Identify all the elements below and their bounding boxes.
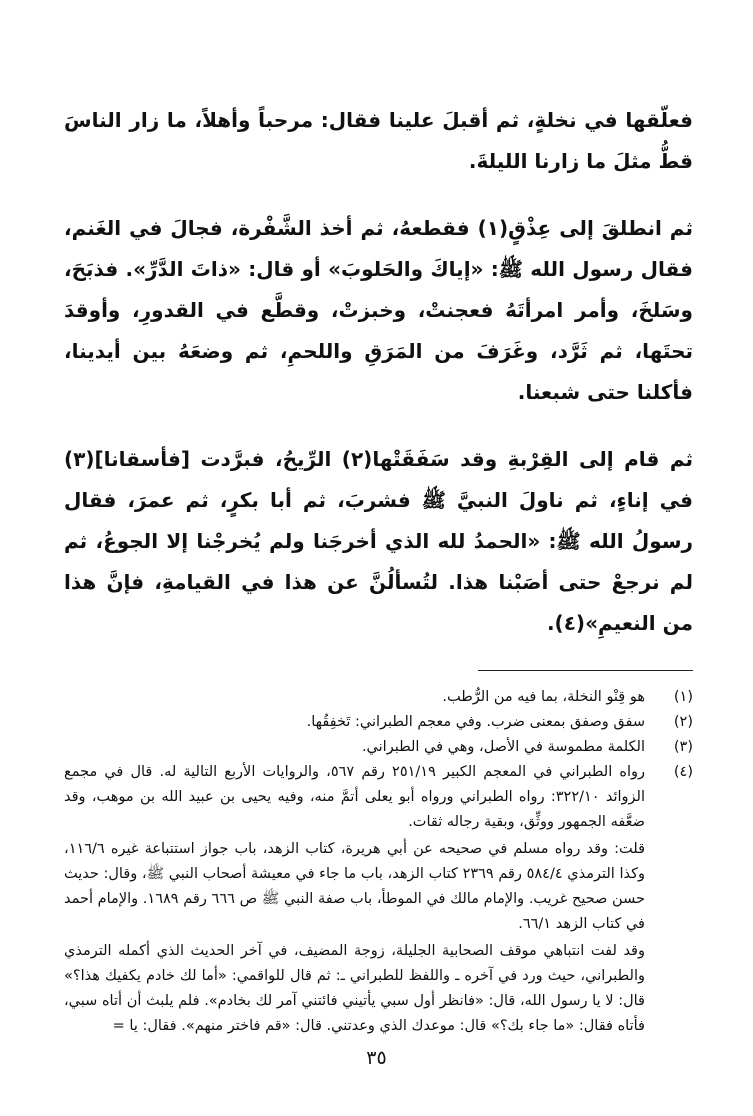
footnote-number: (٣) [673,739,693,755]
footnote-number: (١) [673,689,693,705]
footnote-text: هو قِنْو النخلة، بما فيه من الرُّطب. [442,689,645,705]
footnote-2 [64,710,693,735]
footnote-text: وقد لفت انتباهي موقف الصحابية الجليلة، زوجة المضيف، في آخر الحديث الذي أكمله الترمذي والطبراني، حيث ورد في آخره ـ واللفظ للطبراني ـ: ثم قال للواقمي: «أما لك خادم يكفيك هذا؟» قال: لا يا رسول الله، قال: «فانظر أول سبي يأتيني فائتني آمر لك بخادم». فلم يلبث أن أتاه سبي، فأتاه فقال: «ما جاء بك؟» قال: موعدك الذي وعدتني. قال: «قم فاختر منهم». فقال: يا = [64,943,645,1034]
main-text [64,100,693,644]
footnote-number: (٤) [673,764,693,780]
footnote-1 [64,685,693,710]
footnote-text: الكلمة مطموسة في الأصل، وهي في الطبراني. [361,739,645,755]
footnote-4 [64,760,693,1039]
footnote-3 [64,735,693,760]
footnote-text: رواه الطبراني في المعجم الكبير ٢٥١/١٩ رقم ٥٦٧، والروايات الأربع التالية له. قال في مجمع الزوائد ٣٢٢/١٠: رواه الطبراني ورواه أبو يعلى أتمَّ منه، وفيه يحيى بن عبيد الله بن موهب، وقد ضعَّفه الجمهور ووثِّق، وبقية رجاله ثقات. [64,764,646,830]
paragraph-2: ثم انطلقَ إلى عِذْقٍ(١) فقطعهُ، ثم أخذ الشَّفْرة، فجالَ في الغَنم، فقال رسول الله ﷺ: «إياكَ والحَلوبَ» أو قال: «ذاتَ الدَّرِّ». فذبَحَ، وسَلخَ، وأمر امرأتَهُ فعجنتْ، وخبزتْ، وقطَّع في القدورِ، وأوقدَ تحتَها، ثم ثَرَّد، وغَرَفَ من المَرَقِ واللحمِ، ثم وضعَهُ بين أيدينا، فأكلنا حتى شبعنا. [64,216,693,404]
footnotes [64,685,693,1039]
footnote-number: (٢) [673,714,693,730]
footnote-text: قلت: وقد رواه مسلم في صحيحه عن أبي هريرة، كتاب الزهد، باب جواز استتباعة غيره ١١٦/٦، وكذا الترمذي ٥٨٤/٤ رقم ٢٣٦٩ كتاب الزهد، باب ما جاء في معيشة أصحاب النبي ﷺ، وقال: حديث حسن صحيح غريب. والإمام مالك في الموطأ، باب صفة النبي ﷺ ص ٦٦٦ رقم ١٦٨٩. والإمام أحمد في كتاب الزهد ٦٦/١. [64,841,645,932]
footnote-divider [478,670,693,671]
footnote-text: سفق وصفق بمعنى ضرب. وفي معجم الطبراني: تَخفِقُها. [306,714,645,730]
paragraph-1: فعلّقها في نخلةٍ، ثم أقبلَ علينا فقال: مرحباً وأهلاً، ما زار الناسَ قطُّ مثلَ ما زارنا الليلةَ. [64,108,693,173]
paragraph-3: ثم قام إلى القِرْبةِ وقد سَفَقَتْها(٢) الرِّيحُ، فبرَّدت [فأسقانا](٣) في إناءٍ، ثم ناولَ النبيَّ ﷺ فشربَ، ثم أبا بكرٍ، ثم عمرَ، فقال رسولُ الله ﷺ: «الحمدُ لله الذي أخرجَنا ولم يُخرجْنا إلا الجوعُ، ثم لم نرجعْ حتى أصَبْنا هذا. لتُسألُنَّ عن هذا في القيامةِ، فإنَّ هذا من النعيمِ»(٤). [64,447,694,635]
page-number: ٣٥ [366,1047,387,1069]
